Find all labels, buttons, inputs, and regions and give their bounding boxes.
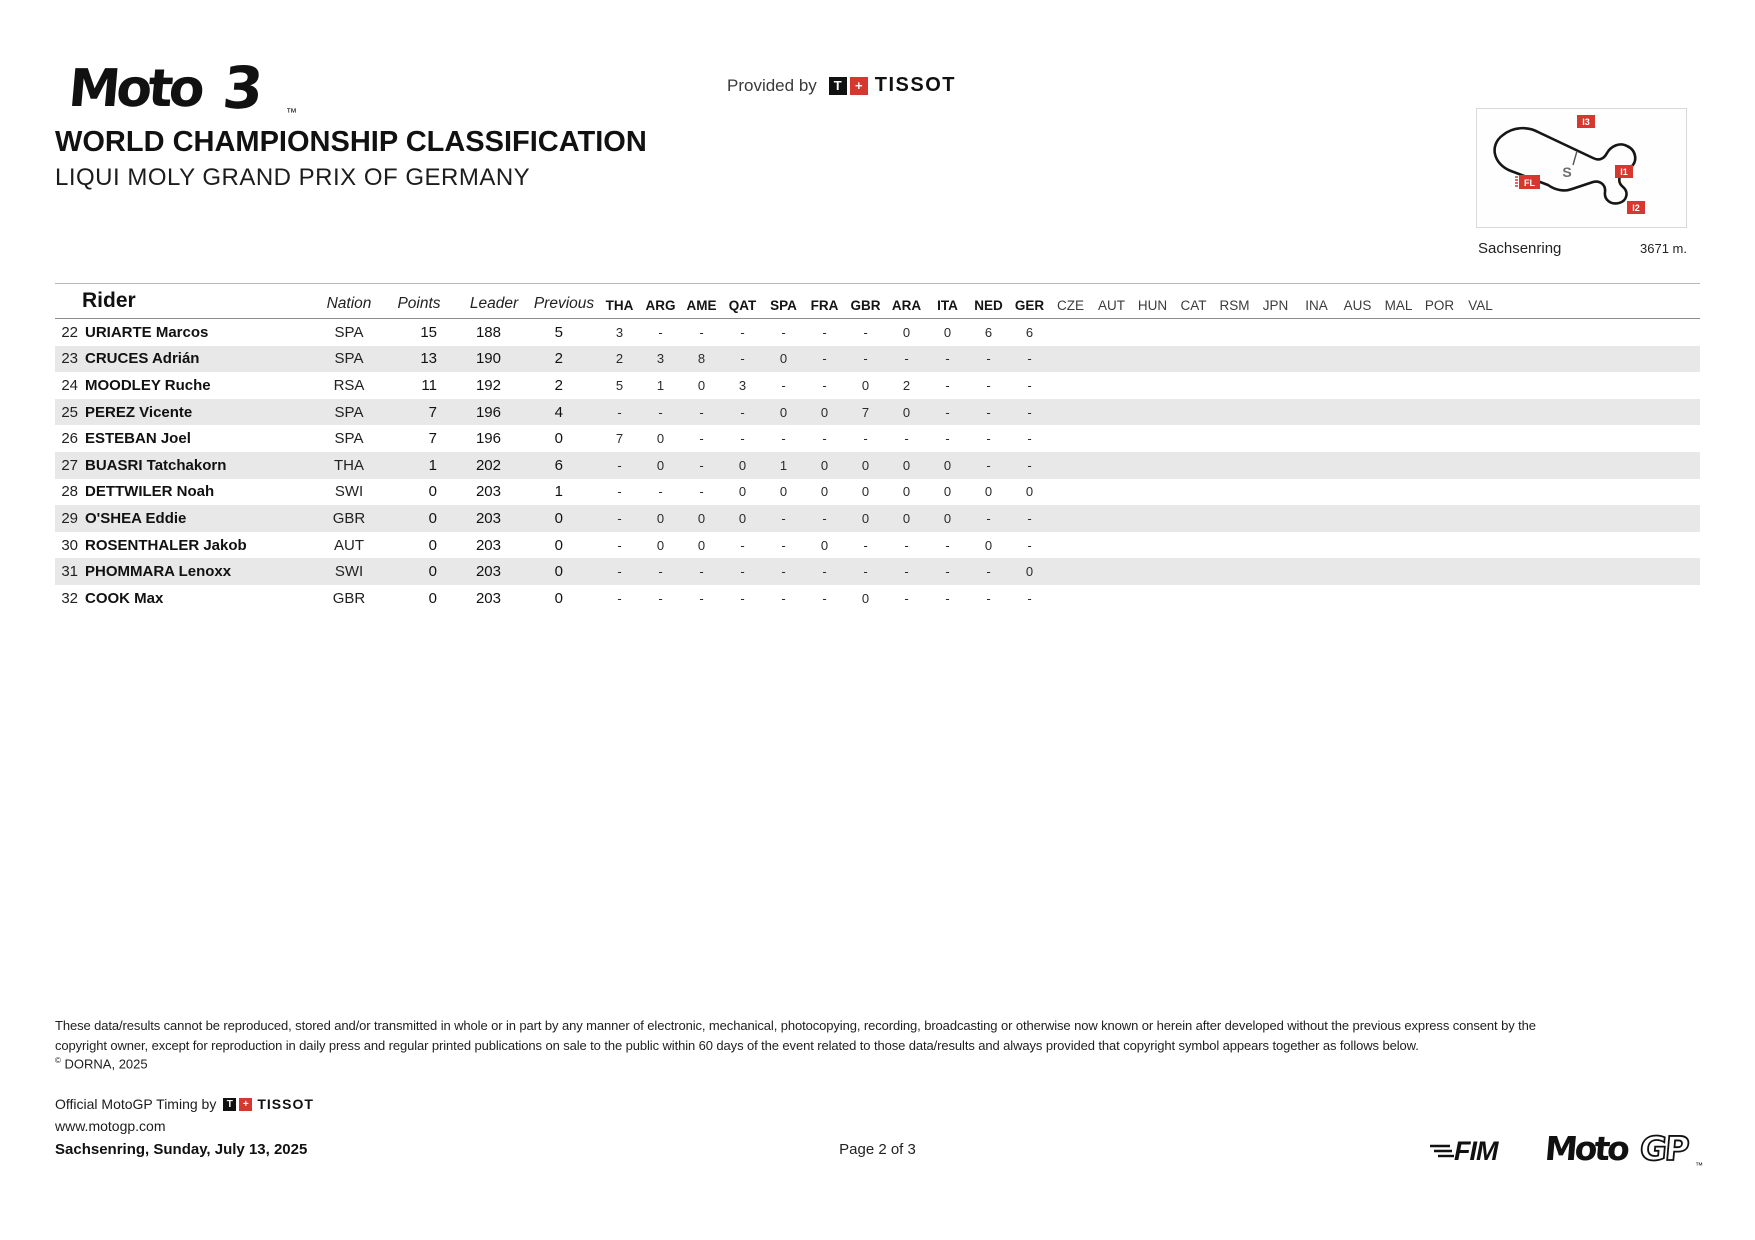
cell-result-gbr: 0 <box>861 590 870 606</box>
svg-text:Moto: Moto <box>1543 1129 1629 1168</box>
page-number: Page 2 of 3 <box>839 1141 916 1158</box>
col-header-nation: Nation <box>326 295 372 312</box>
cell-result-arg: 0 <box>656 431 665 447</box>
cell-nation: THA <box>334 456 364 474</box>
cell-result-ger: - <box>1027 351 1032 367</box>
cell-result-tha: 5 <box>615 377 624 393</box>
cell-result-fra: 0 <box>820 484 829 500</box>
cell-result-ara: - <box>904 590 909 606</box>
cell-result-gbr: 7 <box>861 404 870 420</box>
cell-result-fra: 0 <box>820 457 829 473</box>
cell-points: 7 <box>428 403 437 421</box>
cell-leader-gap: 192 <box>475 376 501 394</box>
cell-position: 26 <box>61 430 78 448</box>
cell-result-qat: 0 <box>738 457 747 473</box>
cell-result-tha: - <box>617 590 622 606</box>
cell-result-ned: - <box>986 377 991 393</box>
cell-rider-name: O'SHEA Eddie <box>85 509 187 527</box>
cell-result-ame: - <box>699 324 704 340</box>
cell-result-ame: - <box>699 590 704 606</box>
cell-result-ned: - <box>986 564 991 580</box>
table-header-row <box>55 283 1700 319</box>
cell-result-ger: 0 <box>1025 484 1034 500</box>
cell-result-arg: 0 <box>656 510 665 526</box>
cell-result-ned: 0 <box>984 484 993 500</box>
event-date: Sachsenring, Sunday, July 13, 2025 <box>55 1141 308 1158</box>
cell-result-ame: 0 <box>697 377 706 393</box>
cell-position: 31 <box>61 563 78 581</box>
cell-result-spa: - <box>781 510 786 526</box>
cell-position: 25 <box>61 403 78 421</box>
cell-result-qat: - <box>740 431 745 447</box>
cell-points: 0 <box>428 483 437 501</box>
cell-points: 15 <box>420 323 437 341</box>
race-col-jpn: JPN <box>1262 298 1289 313</box>
cell-result-spa: - <box>781 377 786 393</box>
tissot-t-icon: T <box>223 1098 236 1111</box>
cell-result-ame: - <box>699 484 704 500</box>
cell-result-ger: 6 <box>1025 324 1034 340</box>
motogp-logo <box>1535 1126 1705 1177</box>
cell-result-tha: - <box>617 457 622 473</box>
cell-nation: GBR <box>332 509 366 527</box>
cell-nation: SPA <box>334 430 364 448</box>
cell-nation: SPA <box>334 350 364 368</box>
cell-result-ger: 0 <box>1025 564 1034 580</box>
table-row <box>55 505 1700 532</box>
cell-result-ame: 8 <box>697 351 706 367</box>
tissot-wordmark: TISSOT <box>257 1096 314 1112</box>
cell-previous-gap: 2 <box>554 350 563 368</box>
race-col-ina: INA <box>1305 298 1328 313</box>
svg-text:3: 3 <box>219 54 265 122</box>
table-row <box>55 532 1700 559</box>
cell-previous-gap: 4 <box>554 403 563 421</box>
cell-result-gbr: - <box>863 351 868 367</box>
cell-result-ame: - <box>699 404 704 420</box>
cell-result-spa: 0 <box>779 351 788 367</box>
cell-nation: SPA <box>334 403 364 421</box>
svg-text:S: S <box>1562 164 1572 180</box>
col-header-points: Points <box>397 295 441 312</box>
cell-leader-gap: 203 <box>475 563 501 581</box>
svg-text:FIM: FIM <box>1454 1136 1498 1166</box>
cell-rider-name: ROSENTHALER Jakob <box>85 536 247 554</box>
cell-position: 27 <box>61 456 78 474</box>
cell-result-tha: - <box>617 564 622 580</box>
copyright-line <box>55 1056 148 1071</box>
cell-result-ara: 0 <box>902 457 911 473</box>
cell-rider-name: ESTEBAN Joel <box>85 430 191 448</box>
cell-result-fra: - <box>822 351 827 367</box>
cell-result-ita: - <box>945 431 950 447</box>
cell-result-fra: - <box>822 590 827 606</box>
cell-rider-name: CRUCES Adrián <box>85 350 200 368</box>
svg-text:I2: I2 <box>1632 203 1640 213</box>
cell-rider-name: PHOMMARA Lenoxx <box>85 563 232 581</box>
race-col-ger: GER <box>1014 298 1045 313</box>
cell-result-ger: - <box>1027 590 1032 606</box>
cell-result-qat: - <box>740 590 745 606</box>
cell-result-ita: 0 <box>943 457 952 473</box>
race-col-mal: MAL <box>1384 298 1413 313</box>
cell-result-fra: - <box>822 564 827 580</box>
svg-text:™: ™ <box>286 107 297 119</box>
race-col-qat: QAT <box>728 298 757 313</box>
cell-result-gbr: 0 <box>861 377 870 393</box>
race-col-fra: FRA <box>810 298 839 313</box>
cell-result-fra: - <box>822 377 827 393</box>
cell-result-ned: - <box>986 590 991 606</box>
cell-result-ita: - <box>945 590 950 606</box>
cell-result-qat: - <box>740 537 745 553</box>
cell-previous-gap: 0 <box>554 589 563 607</box>
race-col-aus: AUS <box>1343 298 1372 313</box>
tissot-t-icon: T <box>829 77 847 95</box>
cell-position: 32 <box>61 589 78 607</box>
cell-result-ger: - <box>1027 404 1032 420</box>
cell-result-arg: - <box>658 484 663 500</box>
cell-rider-name: MOODLEY Ruche <box>85 376 211 394</box>
cell-result-gbr: - <box>863 537 868 553</box>
cell-result-tha: - <box>617 537 622 553</box>
cell-result-ara: - <box>904 537 909 553</box>
cell-points: 11 <box>421 376 437 394</box>
cell-result-tha: 2 <box>615 351 624 367</box>
cell-result-ara: 0 <box>902 404 911 420</box>
cell-result-ame: 0 <box>697 510 706 526</box>
cell-points: 0 <box>428 536 437 554</box>
race-col-aut: AUT <box>1098 298 1125 313</box>
cell-result-qat: - <box>740 404 745 420</box>
cell-leader-gap: 196 <box>475 403 501 421</box>
table-row <box>55 319 1700 346</box>
cell-result-spa: 0 <box>779 484 788 500</box>
cell-result-ita: - <box>945 564 950 580</box>
cell-result-gbr: 0 <box>861 484 870 500</box>
svg-text:I3: I3 <box>1582 117 1590 127</box>
moto3-logo-text: Moto <box>66 59 204 119</box>
cell-result-arg: 0 <box>656 537 665 553</box>
cell-previous-gap: 0 <box>554 563 563 581</box>
cell-points: 0 <box>428 563 437 581</box>
table-body <box>55 319 1700 612</box>
timing-credit-label: Official MotoGP Timing by <box>55 1096 217 1112</box>
cell-result-ame: 0 <box>697 537 706 553</box>
cell-result-ita: 0 <box>943 324 952 340</box>
cell-points: 1 <box>428 456 437 474</box>
cell-result-ger: - <box>1027 510 1032 526</box>
cell-rider-name: COOK Max <box>85 589 164 607</box>
cell-result-ita: - <box>945 537 950 553</box>
cell-result-tha: 7 <box>615 431 624 447</box>
race-col-tha: THA <box>605 298 634 313</box>
cell-result-ara: - <box>904 351 909 367</box>
cell-result-spa: 0 <box>779 404 788 420</box>
race-col-por: POR <box>1424 298 1455 313</box>
provided-by-label: Provided by <box>727 75 817 95</box>
cell-nation: SPA <box>334 323 364 341</box>
cell-result-arg: 0 <box>656 457 665 473</box>
cell-rider-name: DETTWILER Noah <box>85 483 215 501</box>
cell-result-ger: - <box>1027 537 1032 553</box>
cell-result-arg: - <box>658 404 663 420</box>
cell-result-ara: 0 <box>902 484 911 500</box>
race-col-spa: SPA <box>770 298 797 313</box>
cell-result-fra: 0 <box>820 537 829 553</box>
col-header-rider: Rider <box>82 289 136 312</box>
cell-position: 29 <box>61 509 78 527</box>
cell-rider-name: BUASRI Tatchakorn <box>85 456 227 474</box>
cell-points: 0 <box>428 589 437 607</box>
cell-result-ger: - <box>1027 431 1032 447</box>
copyright-symbol: © <box>55 1056 61 1065</box>
cell-result-ita: 0 <box>943 484 952 500</box>
table-row <box>55 558 1700 585</box>
cell-position: 23 <box>61 350 78 368</box>
cell-leader-gap: 202 <box>475 456 501 474</box>
cell-leader-gap: 188 <box>475 323 501 341</box>
cell-result-gbr: 0 <box>861 457 870 473</box>
cell-result-ger: - <box>1027 457 1032 473</box>
cell-result-ame: - <box>699 431 704 447</box>
cell-result-spa: - <box>781 537 786 553</box>
cell-nation: AUT <box>334 536 364 554</box>
cell-leader-gap: 203 <box>475 509 501 527</box>
start-pointer-line <box>1573 151 1577 165</box>
cell-result-qat: 0 <box>738 484 747 500</box>
cell-nation: SWI <box>334 563 364 581</box>
cell-leader-gap: 203 <box>475 483 501 501</box>
cell-leader-gap: 203 <box>475 536 501 554</box>
svg-text:FL: FL <box>1524 178 1535 188</box>
cell-result-spa: - <box>781 324 786 340</box>
race-col-arg: ARG <box>645 298 676 313</box>
cell-result-tha: - <box>617 484 622 500</box>
cell-result-ame: - <box>699 457 704 473</box>
cell-leader-gap: 190 <box>475 350 501 368</box>
cell-result-arg: 3 <box>656 351 665 367</box>
race-col-cze: CZE <box>1057 298 1084 313</box>
cell-result-ned: - <box>986 351 991 367</box>
table-row <box>55 452 1700 479</box>
swiss-cross-icon: + <box>239 1098 252 1111</box>
cell-result-arg: 1 <box>656 377 665 393</box>
cell-previous-gap: 1 <box>554 483 563 501</box>
tissot-logo <box>829 74 956 97</box>
cell-result-ita: - <box>945 377 950 393</box>
table-row <box>55 399 1700 426</box>
cell-previous-gap: 0 <box>554 509 563 527</box>
cell-result-ned: - <box>986 404 991 420</box>
cell-position: 30 <box>61 536 78 554</box>
cell-result-spa: - <box>781 590 786 606</box>
cell-result-ned: 6 <box>984 324 993 340</box>
track-map-card <box>1476 108 1687 228</box>
cell-previous-gap: 0 <box>554 430 563 448</box>
cell-result-ara: 2 <box>902 377 911 393</box>
table-row <box>55 585 1700 612</box>
cell-nation: SWI <box>334 483 364 501</box>
cell-result-ned: - <box>986 431 991 447</box>
race-col-hun: HUN <box>1137 298 1168 313</box>
moto3-logo <box>58 52 308 129</box>
cell-result-fra: - <box>822 510 827 526</box>
track-name: Sachsenring <box>1478 240 1562 257</box>
table-row <box>55 346 1700 373</box>
race-col-gbr: GBR <box>850 298 881 313</box>
cell-result-ned: - <box>986 457 991 473</box>
cell-result-spa: - <box>781 564 786 580</box>
cell-result-qat: - <box>740 324 745 340</box>
cell-nation: GBR <box>332 589 366 607</box>
cell-result-spa: 1 <box>779 457 788 473</box>
event-subtitle: LIQUI MOLY GRAND PRIX OF GERMANY <box>55 164 531 191</box>
table-row <box>55 479 1700 506</box>
cell-result-gbr: 0 <box>861 510 870 526</box>
cell-previous-gap: 6 <box>554 456 563 474</box>
cell-result-ger: - <box>1027 377 1032 393</box>
header-filler <box>1501 313 1700 318</box>
track-length: 3671 m. <box>1640 241 1687 256</box>
swiss-cross-icon: + <box>850 77 868 95</box>
race-col-ned: NED <box>974 298 1003 313</box>
cell-result-ned: - <box>986 510 991 526</box>
table-row <box>55 372 1700 399</box>
cell-result-tha: - <box>617 510 622 526</box>
race-col-rsm: RSM <box>1219 298 1250 313</box>
cell-result-gbr: - <box>863 324 868 340</box>
track-map <box>1477 109 1686 227</box>
cell-position: 24 <box>61 376 78 394</box>
tissot-wordmark: TISSOT <box>874 74 957 96</box>
cell-result-qat: 0 <box>738 510 747 526</box>
cell-leader-gap: 196 <box>475 430 501 448</box>
cell-result-arg: - <box>658 324 663 340</box>
provided-by <box>727 74 956 97</box>
legal-line-2: copyright owner, except for reproduction in daily press and regular printed publications on sale to the public within 60 days of the event related to those data/results and always provided that copyright symbol appears together as follows below. <box>55 1037 1419 1053</box>
cell-points: 7 <box>428 430 437 448</box>
svg-text:™: ™ <box>1695 1161 1703 1170</box>
timing-credit <box>55 1096 314 1112</box>
website-url: www.motogp.com <box>55 1118 166 1134</box>
cell-result-qat: - <box>740 351 745 367</box>
cell-previous-gap: 0 <box>554 536 563 554</box>
col-header-previous: Previous <box>533 295 595 312</box>
cell-result-ita: - <box>945 351 950 367</box>
race-col-ara: ARA <box>891 298 922 313</box>
cell-position: 28 <box>61 483 78 501</box>
race-col-ame: AME <box>686 298 717 313</box>
cell-result-ara: - <box>904 431 909 447</box>
cell-result-fra: - <box>822 324 827 340</box>
cell-result-ita: 0 <box>943 510 952 526</box>
legal-line-1: These data/results cannot be reproduced, stored and/or transmitted in whole or in part by any manner of electronic, mechanical, photocopying, recording, broadcasting or otherwise now known or herein after developed without the previous express consent by the <box>55 1018 1536 1033</box>
legal-text <box>55 1016 1700 1055</box>
cell-points: 13 <box>420 350 437 368</box>
col-header-leader: Leader <box>469 295 519 312</box>
cell-result-qat: - <box>740 564 745 580</box>
race-col-ita: ITA <box>937 298 958 313</box>
cell-rider-name: PEREZ Vicente <box>85 403 193 421</box>
cell-result-gbr: - <box>863 564 868 580</box>
cell-nation: RSA <box>333 376 365 394</box>
cell-result-qat: 3 <box>738 377 747 393</box>
cell-previous-gap: 5 <box>554 323 563 341</box>
cell-result-spa: - <box>781 431 786 447</box>
svg-text:GP: GP <box>1638 1129 1689 1168</box>
cell-result-ned: 0 <box>984 537 993 553</box>
tissot-logo-small <box>223 1096 314 1112</box>
page-title: WORLD CHAMPIONSHIP CLASSIFICATION <box>55 126 647 158</box>
cell-result-arg: - <box>658 590 663 606</box>
cell-result-ara: - <box>904 564 909 580</box>
svg-text:I1: I1 <box>1620 167 1628 177</box>
cell-result-ita: - <box>945 404 950 420</box>
race-col-cat: CAT <box>1180 298 1207 313</box>
cell-rider-name: URIARTE Marcos <box>85 323 209 341</box>
cell-position: 22 <box>61 323 78 341</box>
fim-logo <box>1428 1134 1508 1173</box>
cell-result-ara: 0 <box>902 324 911 340</box>
cell-points: 0 <box>428 509 437 527</box>
cell-previous-gap: 2 <box>554 376 563 394</box>
copyright-text: DORNA, 2025 <box>64 1056 148 1072</box>
cell-result-arg: - <box>658 564 663 580</box>
cell-result-tha: - <box>617 404 622 420</box>
cell-leader-gap: 203 <box>475 589 501 607</box>
cell-result-ame: - <box>699 564 704 580</box>
cell-result-fra: - <box>822 431 827 447</box>
classification-table <box>55 283 1700 612</box>
table-row <box>55 425 1700 452</box>
race-col-val: VAL <box>1468 298 1493 313</box>
cell-result-fra: 0 <box>820 404 829 420</box>
cell-result-ara: 0 <box>902 510 911 526</box>
cell-result-tha: 3 <box>615 324 624 340</box>
cell-result-gbr: - <box>863 431 868 447</box>
